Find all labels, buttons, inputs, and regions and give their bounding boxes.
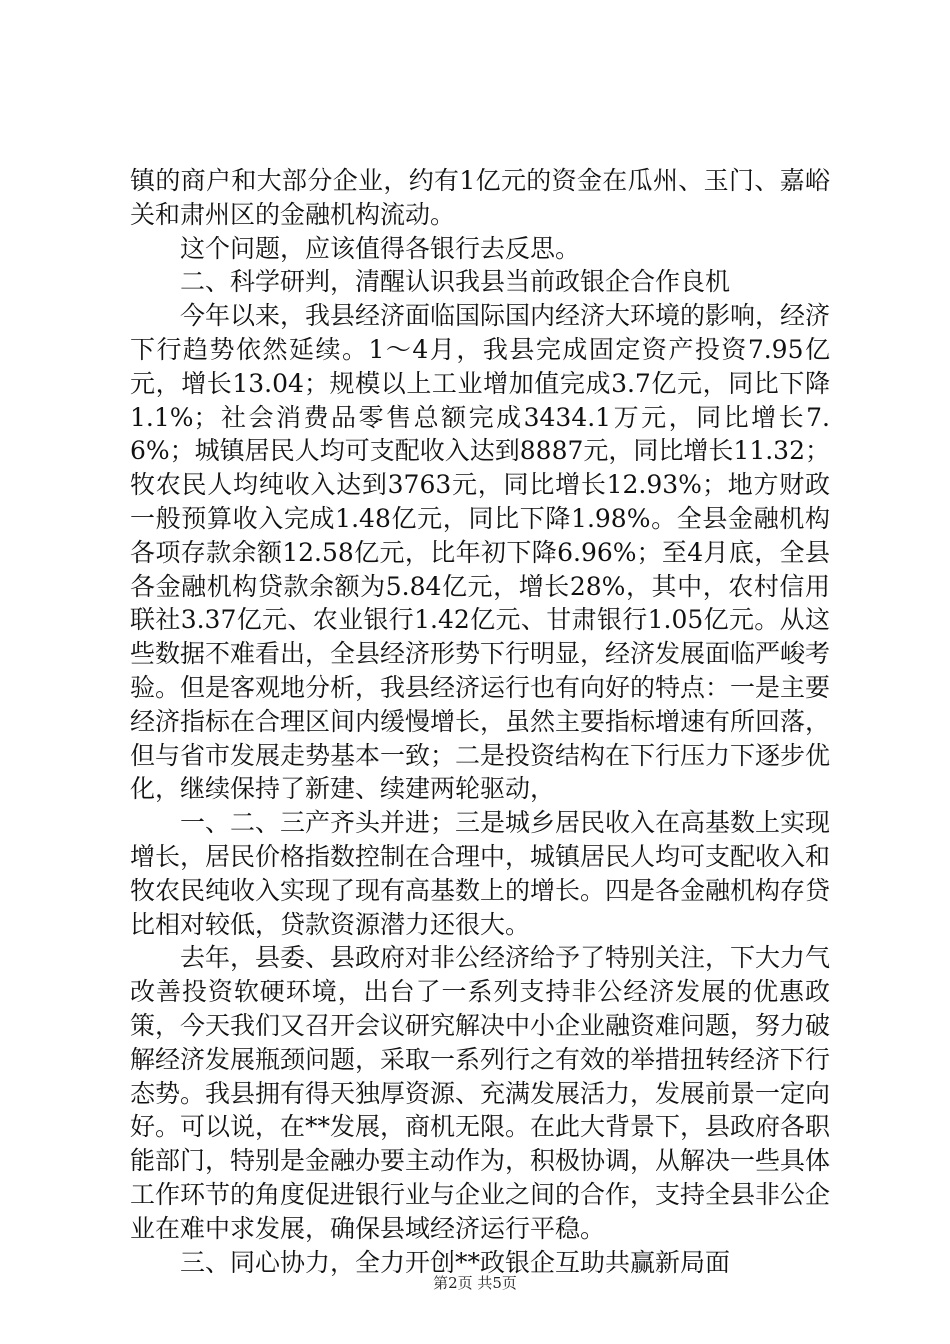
paragraph-last-year: 去年，县委、县政府对非公经济给予了特别关注，下大力气改善投资软硬环境，出台了一系列支持非公经济发展的优惠政策，今天我们又召开会议研究解决中小企业融资难问题，努力破解经济发展瓶颈问题，采取一系列行之有效的举措扭转经济下行态势。我县拥有得天独厚资源、充满发展活力，发展前景一定向好。可以说，在**发展，商机无限。在此大背景下，县政府各职能部门，特别是金融办要主动作为，积极协调，从解决一些具体工作环节的角度促进银行业与企业之间的合作，支持全县非公企业在难中求发展，确保县域经济运行平稳。 [130, 943, 831, 1243]
paragraph-2: 这个问题，应该值得各银行去反思。 [180, 233, 581, 263]
section-heading-2: 二、科学研判，清醒认识我县当前政银企合作良机 [180, 267, 731, 297]
paragraph-1: 镇的商户和大部分企业，约有1亿元的资金在瓜州、玉门、嘉峪关和肃州区的金融机构流动。 [130, 166, 830, 229]
document-body [130, 164, 830, 1279]
page-footer: 第2页 共5页 [433, 1274, 517, 1292]
paragraph-economy: 今年以来，我县经济面临国际国内经济大环境的影响，经济下行趋势依然延续。1～4月，我县完成固定资产投资7.95亿元，增长13.04；规模以上工业增加值完成3.7亿元，同比下降1.1%；社会消费品零售总额完成3434.1万元，同比增长7.6%；城镇居民人均可支配收入达到8887元，同比增长11.32；牧农民人均纯收入达到3763元，同比增长12.93%；地方财政一般预算收入完成1.48亿元，同比下降1.98%。全县金融机构各项存款余额12.58亿元，比年初下降6.96%；至4月底，全县各金融机构贷款余额为5.84亿元，增长28%，其中，农村信用联社3.37亿元、农业银行1.42亿元、甘肃银行1.05亿元。从这些数据不难看出，全县经济形势下行明显，经济发展面临严峻考验。但是客观地分析，我县经济运行也有向好的特点：一是主要经济指标在合理区间内缓慢增长，虽然主要指标增速有所回落，但与省市发展走势基本一致；二是投资结构在下行压力下逐步优化，继续保持了新建、续建两轮驱动， [130, 301, 831, 804]
paragraph-industries: 一、二、三产齐头并进；三是城乡居民收入在高基数上实现增长，居民价格指数控制在合理中，城镇居民人均可支配收入和牧农民纯收入实现了现有高基数上的增长。四是各金融机构存贷比相对较低，贷款资源潜力还很大。 [130, 808, 831, 939]
section-heading-3: 三、同心协力，全力开创**政银企互助共赢新局面 [180, 1247, 731, 1277]
